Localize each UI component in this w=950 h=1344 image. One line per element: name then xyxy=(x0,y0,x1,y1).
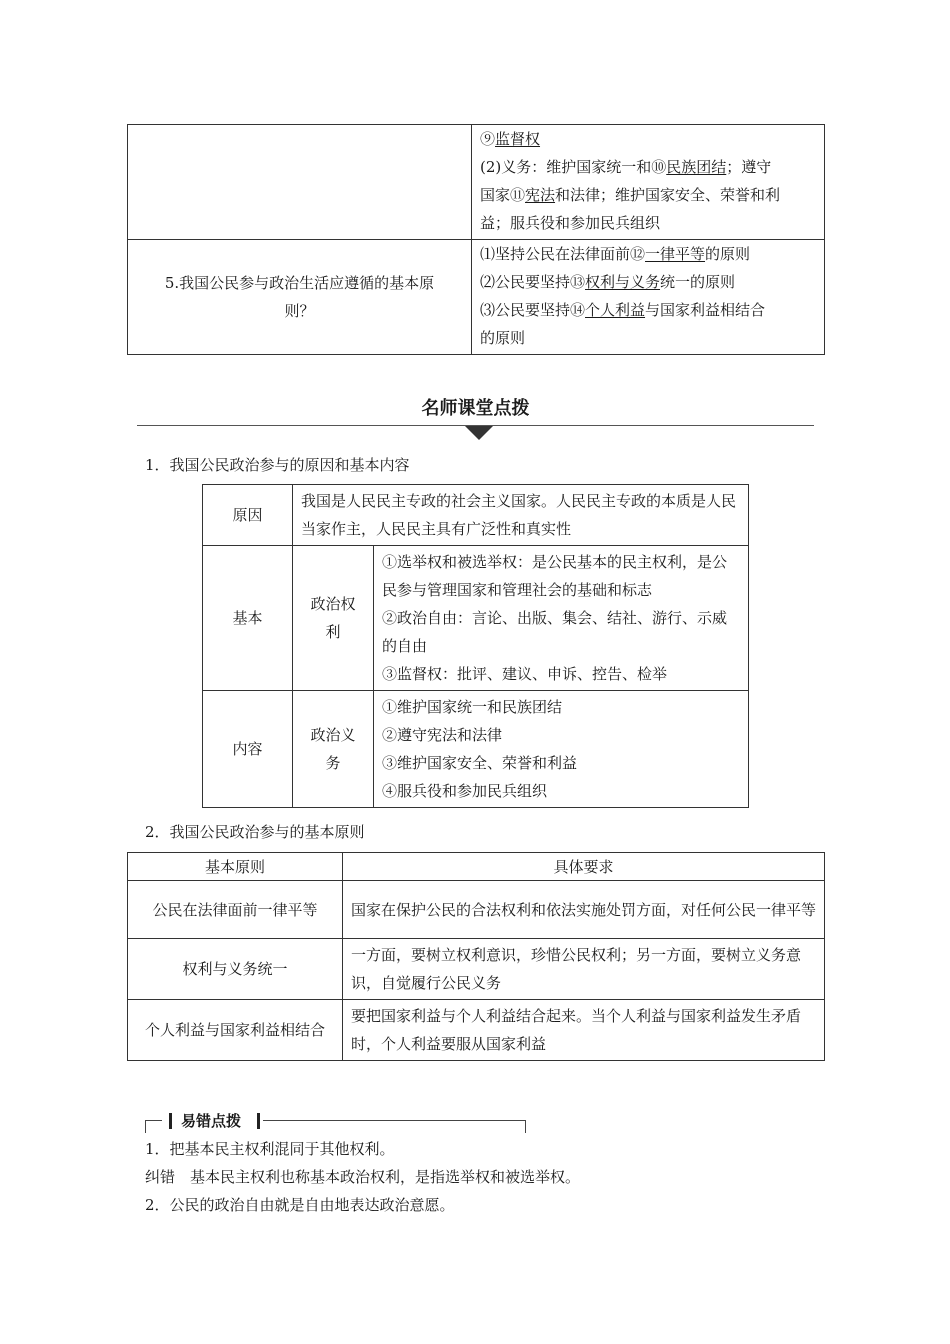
duties-item: ③维护国家安全、荣誉和利益 xyxy=(382,754,578,772)
tip-box-left-bracket xyxy=(145,1120,162,1133)
tip-line: 纠错 基本民主权利也称基本政治权利，是指选举权和被选举权。 xyxy=(145,1168,581,1186)
blank-answer-10: 民族团结 xyxy=(666,158,727,176)
tip-box-header xyxy=(145,1110,525,1132)
principle-cell: 个人利益与国家利益相结合 xyxy=(128,1000,343,1061)
duties-item: ②遵守宪法和法律 xyxy=(382,726,503,744)
rights-duties-cell: ⑨监督权 (2)义务：维护国家统一和⑩民族团结；遵守 国家⑪宪法和法律；维护国家安全、荣誉和利 益；服兵役和参加民兵组织 xyxy=(472,125,825,240)
question-5-cell: 5.我国公民参与政治生活应遵循的基本原则？ xyxy=(128,240,472,355)
basic-principles-table xyxy=(127,852,825,1061)
basic-label: 基本 xyxy=(203,546,293,691)
rights-item: ②政治自由：言论、出版、集会、结社、游行、示威的自由 xyxy=(382,609,728,655)
tip-bar-icon xyxy=(169,1113,172,1129)
blank-answer-14: 个人利益 xyxy=(585,301,646,319)
blank-answer-12: 一律平等 xyxy=(645,245,706,263)
tip-box-right-bracket xyxy=(263,1120,526,1133)
reason-label: 原因 xyxy=(203,485,293,546)
tip-line: 1．把基本民主权利混同于其他权利。 xyxy=(145,1140,395,1158)
column-header-principle: 基本原则 xyxy=(128,853,343,881)
duties-item: ①维护国家统一和民族团结 xyxy=(382,698,563,716)
reason-text: 我国是人民民主专政的社会主义国家。人民民主专政的本质是人民当家作主，人民民主具有广泛性和真实性 xyxy=(293,485,749,546)
empty-cell xyxy=(128,125,472,240)
column-header-requirement: 具体要求 xyxy=(343,853,825,881)
principles-answer-cell: ⑴坚持公民在法律面前⑫一律平等的原则 ⑵公民要坚持⑬权利与义务统一的原则 ⑶公民要坚持⑭个人利益与国家利益相结合 的原则 xyxy=(472,240,825,355)
duties-items xyxy=(374,691,749,808)
participation-content-table xyxy=(202,484,749,808)
tip-line: 2．公民的政治自由就是自由地表达政治意愿。 xyxy=(145,1196,455,1214)
blank-answer-13: 权利与义务 xyxy=(585,273,661,291)
triangle-down-icon xyxy=(465,426,493,440)
tip-title: 易错点拨 xyxy=(181,1112,242,1130)
rights-label: 政治权利 xyxy=(293,546,374,691)
duties-label: 政治义务 xyxy=(293,691,374,808)
requirement-cell: 国家在保护公民的合法权利和依法实施处罚方面，对任何公民一律平等 xyxy=(343,881,825,939)
principle-cell: 权利与义务统一 xyxy=(128,939,343,1000)
principle-cell: 公民在法律面前一律平等 xyxy=(128,881,343,939)
section-title: 名师课堂点拨 xyxy=(421,398,530,419)
heading-2: 2．我国公民政治参与的基本原则 xyxy=(145,823,365,841)
content-label: 内容 xyxy=(203,691,293,808)
rights-items xyxy=(374,546,749,691)
blank-answer-9: 监督权 xyxy=(495,130,541,148)
requirement-cell: 一方面，要树立权利意识，珍惜公民权利；另一方面，要树立义务意识，自觉履行公民义务 xyxy=(343,939,825,1000)
rights-item: ①选举权和被选举权：是公民基本的民主权利，是公民参与管理国家和管理社会的基础和标志 xyxy=(382,553,728,599)
tip-bar-icon xyxy=(257,1113,260,1129)
rights-item: ③监督权：批评、建议、申诉、控告、检举 xyxy=(382,665,668,683)
requirement-cell: 要把国家利益与个人利益结合起来。当个人利益与国家利益发生矛盾时，个人利益要服从国家利益 xyxy=(343,1000,825,1061)
duties-item: ④服兵役和参加民兵组织 xyxy=(382,782,548,800)
heading-1: 1．我国公民政治参与的原因和基本内容 xyxy=(145,456,410,474)
blank-answer-11: 宪法 xyxy=(525,186,556,204)
review-table-continued xyxy=(127,124,825,355)
